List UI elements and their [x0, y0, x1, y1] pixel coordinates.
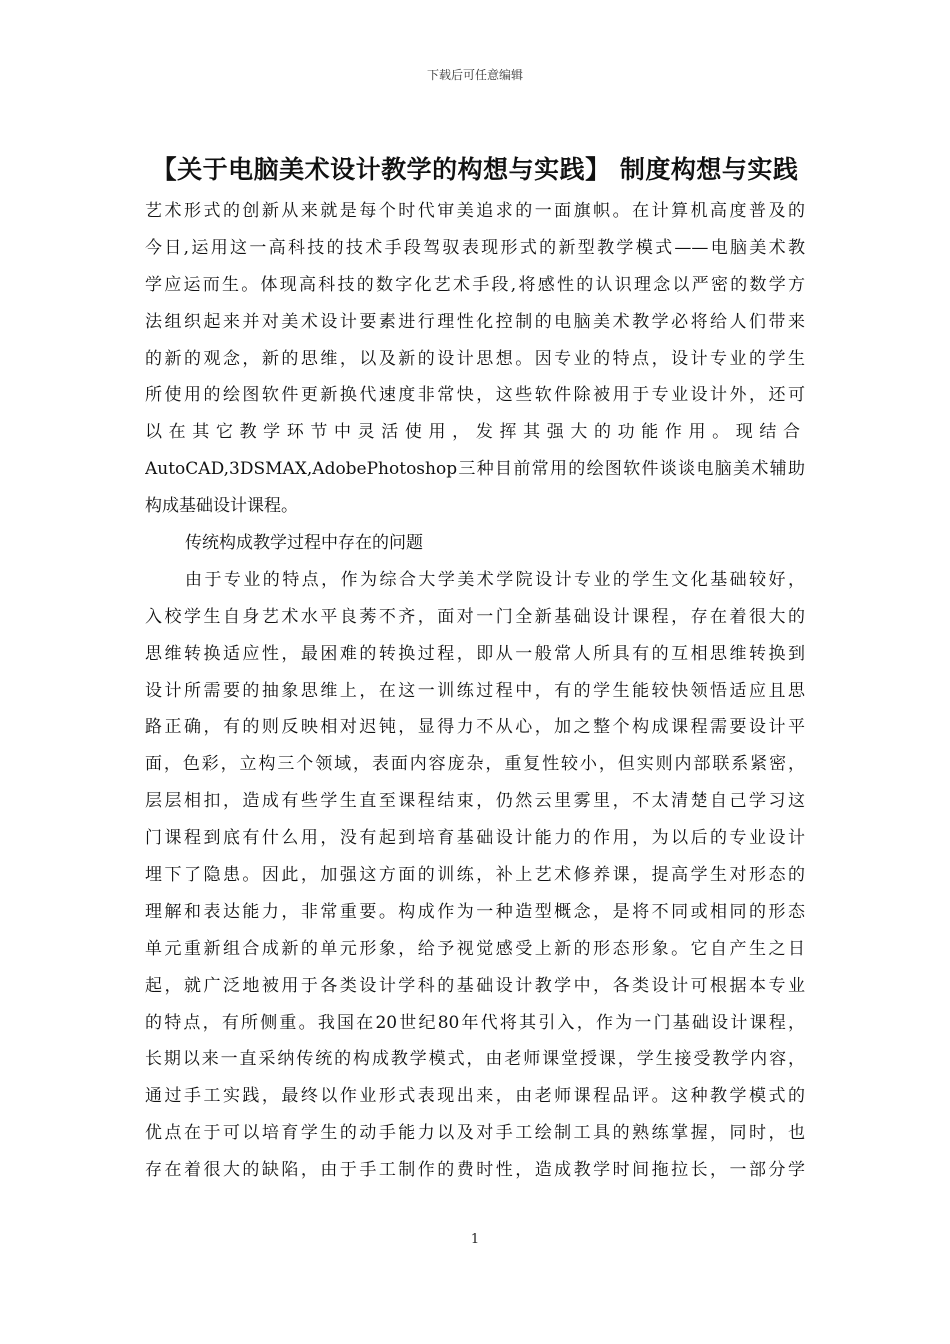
text-line: 面，色彩，立构三个领域，表面内容庞杂，重复性较小，但实则内部联系紧密，: [145, 754, 805, 775]
document-title: 【关于电脑美术设计教学的构想与实践】 制度构想与实践: [151, 155, 799, 184]
text-line: 入校学生自身艺术水平良莠不齐，面对一门全新基础设计课程，存在着很大的: [145, 606, 805, 627]
text-line: 设计所需要的抽象思维上，在这一训练过程中，有的学生能较快领悟适应且思: [145, 680, 805, 701]
text-line: 的新的观念，新的思维，以及新的设计思想。因专业的特点，设计专业的学生: [145, 348, 805, 369]
text-line: 路正确，有的则反映相对迟钝，显得力不从心，加之整个构成课程需要设计平: [145, 717, 805, 738]
text-line: 今日,运用这一高科技的技术手段驾驭表现形式的新型教学模式——电脑美术教: [145, 237, 805, 258]
text-line: 通过手工实践，最终以作业形式表现出来，由老师课程品评。这种教学模式的: [145, 1086, 805, 1107]
text-line: 学应运而生。体现高科技的数字化艺术手段,将感性的认识理念以严密的数学方: [145, 274, 805, 295]
text-line: 以在其它教学环节中灵活使用，发挥其强大的功能作用。现结合: [145, 422, 805, 443]
text-line: 层层相扣，造成有些学生直至课程结束，仍然云里雾里，不太清楚自己学习这: [145, 791, 805, 812]
text-line: 思维转换适应性，最困难的转换过程，即从一般常人所具有的互相思维转换到: [145, 643, 805, 664]
text-line: 门课程到底有什么用，没有起到培育基础设计能力的作用，为以后的专业设计: [145, 828, 805, 849]
text-line: 由于专业的特点，作为综合大学美术学院设计专业的学生文化基础较好，: [185, 569, 805, 590]
text-line: 法组织起来并对美术设计要素进行理性化控制的电脑美术教学必将给人们带来: [145, 311, 805, 332]
text-line: 单元重新组合成新的单元形象，给予视觉感受上新的形态形象。它自产生之日: [145, 938, 805, 959]
text-line: 埋下了隐患。因此，加强这方面的训练，补上艺术修养课，提高学生对形态的: [145, 865, 805, 886]
text-line: 艺术形式的创新从来就是每个时代审美追求的一面旗帜。在计算机高度普及的: [145, 201, 805, 221]
text-line: 构成基础设计课程。: [145, 496, 298, 517]
section-heading: 传统构成教学过程中存在的问题: [185, 533, 423, 554]
page-number: 1: [470, 1232, 480, 1247]
text-line: 理解和表达能力，非常重要。构成作为一种造型概念，是将不同或相同的形态: [145, 901, 805, 922]
text-line: 所使用的绘图软件更新换代速度非常快，这些软件除被用于专业设计外，还可: [145, 385, 805, 406]
header-note: 下载后可任意编辑: [426, 68, 523, 82]
text-line: 长期以来一直采纳传统的构成教学模式，由老师课堂授课，学生接受教学内容，: [145, 1049, 805, 1070]
text-line: 起，就广泛地被用于各类设计学科的基础设计教学中，各类设计可根据本专业: [145, 975, 805, 996]
text-line: 的特点，有所侧重。我国在20世纪80年代将其引入，作为一门基础设计课程，: [145, 1012, 805, 1033]
text-line: 存在着很大的缺陷，由于手工制作的费时性，造成教学时间拖拉长，一部分学: [145, 1160, 805, 1181]
body-text: [145, 193, 805, 1189]
text-line: AutoCAD,3DSMAX,AdobePhotoshop三种目前常用的绘图软件谈谈电脑美术辅助: [145, 459, 805, 480]
text-line: 优点在于可以培育学生的动手能力以及对手工绘制工具的熟练掌握，同时，也: [145, 1123, 805, 1144]
